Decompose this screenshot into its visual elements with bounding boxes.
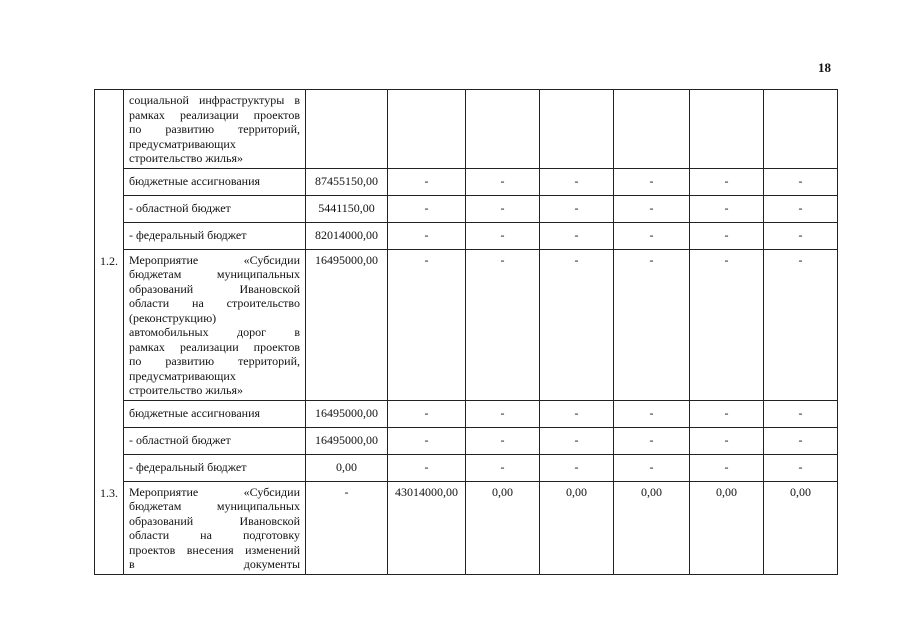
description-line: области на строительство (129, 296, 300, 310)
value-cell: - (306, 481, 388, 574)
value-cell (540, 90, 614, 169)
value-cell: - (764, 168, 838, 195)
description-line: (реконструкцию) (129, 310, 217, 325)
description-line: рамках реализации проектов (129, 339, 300, 354)
value-cell: - (764, 195, 838, 222)
table-row (95, 481, 838, 574)
value-cell: 16495000,00 (306, 249, 388, 400)
value-cell: - (388, 168, 466, 195)
measure-description (124, 481, 306, 574)
value-cell: - (690, 427, 764, 454)
value-cell: - (466, 249, 540, 400)
value-cell: 82014000,00 (306, 222, 388, 249)
description-line: в документы (129, 557, 300, 571)
funding-label: бюджетные ассигнования (124, 400, 306, 427)
budget-table (94, 89, 838, 575)
value-cell: - (690, 454, 764, 481)
funding-label: бюджетные ассигнования (124, 168, 306, 195)
funding-row (95, 168, 838, 195)
description-line: бюджетам муниципальных (129, 267, 300, 281)
funding-label: - областной бюджет (124, 195, 306, 222)
page-number: 18 (818, 60, 831, 75)
value-cell: - (388, 222, 466, 249)
value-cell: - (388, 249, 466, 400)
funding-row (95, 427, 838, 454)
funding-row (95, 400, 838, 427)
value-cell: 16495000,00 (306, 400, 388, 427)
value-cell: 0,00 (306, 454, 388, 481)
value-cell: 0,00 (614, 481, 690, 574)
description-line: социальной инфраструктуры в (129, 93, 300, 107)
measure-description (124, 90, 306, 169)
description-line: предусматривающих (129, 368, 236, 383)
value-cell: - (690, 168, 764, 195)
value-cell (388, 90, 466, 169)
value-cell: 0,00 (540, 481, 614, 574)
value-cell: - (690, 222, 764, 249)
value-cell: - (764, 400, 838, 427)
value-cell: - (388, 427, 466, 454)
description-line: Мероприятие «Субсидии (129, 252, 300, 267)
value-cell: - (466, 400, 540, 427)
value-cell: - (466, 168, 540, 195)
description-line: образований Ивановской (129, 281, 300, 296)
description-line: по развитию территорий, (129, 354, 300, 368)
value-cell: 5441150,00 (306, 195, 388, 222)
description-line: автомобильных дорог в (129, 325, 300, 339)
value-cell: 43014000,00 (388, 481, 466, 574)
value-cell: - (614, 454, 690, 481)
table-row (95, 90, 838, 169)
value-cell: - (764, 249, 838, 400)
value-cell: - (540, 195, 614, 222)
value-cell: - (764, 427, 838, 454)
value-cell: - (614, 168, 690, 195)
description-line: строительство жилья» (129, 383, 244, 397)
value-cell: 0,00 (690, 481, 764, 574)
funding-label: - федеральный бюджет (124, 454, 306, 481)
value-cell: - (466, 222, 540, 249)
description-line: образований Ивановской (129, 513, 300, 528)
value-cell: - (388, 400, 466, 427)
value-cell: - (388, 195, 466, 222)
value-cell: - (614, 249, 690, 400)
row-number: 1.2. (95, 249, 124, 481)
value-cell: - (764, 454, 838, 481)
value-cell: - (540, 222, 614, 249)
value-cell (690, 90, 764, 169)
value-cell: - (764, 222, 838, 249)
value-cell (306, 90, 388, 169)
value-cell: - (466, 195, 540, 222)
description-line: проектов внесения изменений (129, 542, 300, 557)
value-cell: - (540, 454, 614, 481)
value-cell: - (614, 400, 690, 427)
value-cell (764, 90, 838, 169)
funding-row (95, 195, 838, 222)
funding-label: - федеральный бюджет (124, 222, 306, 249)
value-cell: 87455150,00 (306, 168, 388, 195)
description-line: строительство жилья» (129, 151, 244, 165)
value-cell: - (690, 249, 764, 400)
value-cell: - (540, 168, 614, 195)
value-cell: - (614, 195, 690, 222)
measure-description (124, 249, 306, 400)
value-cell: - (690, 400, 764, 427)
value-cell (614, 90, 690, 169)
row-number (95, 90, 124, 250)
value-cell: - (466, 454, 540, 481)
value-cell: - (388, 454, 466, 481)
description-line: бюджетам муниципальных (129, 499, 300, 513)
value-cell: 0,00 (466, 481, 540, 574)
description-line: области на подготовку (129, 528, 300, 542)
value-cell: - (540, 427, 614, 454)
value-cell (466, 90, 540, 169)
funding-row (95, 454, 838, 481)
value-cell: - (466, 427, 540, 454)
value-cell: - (540, 249, 614, 400)
description-line: по развитию территорий, (129, 122, 300, 136)
description-line: рамках реализации проектов (129, 107, 300, 122)
table-row (95, 249, 838, 400)
value-cell: 0,00 (764, 481, 838, 574)
description-line: Мероприятие «Субсидии (129, 484, 300, 499)
funding-label: - областной бюджет (124, 427, 306, 454)
value-cell: - (540, 400, 614, 427)
value-cell: 16495000,00 (306, 427, 388, 454)
description-line: предусматривающих (129, 136, 236, 151)
value-cell: - (690, 195, 764, 222)
funding-row (95, 222, 838, 249)
value-cell: - (614, 427, 690, 454)
row-number: 1.3. (95, 481, 124, 574)
value-cell: - (614, 222, 690, 249)
